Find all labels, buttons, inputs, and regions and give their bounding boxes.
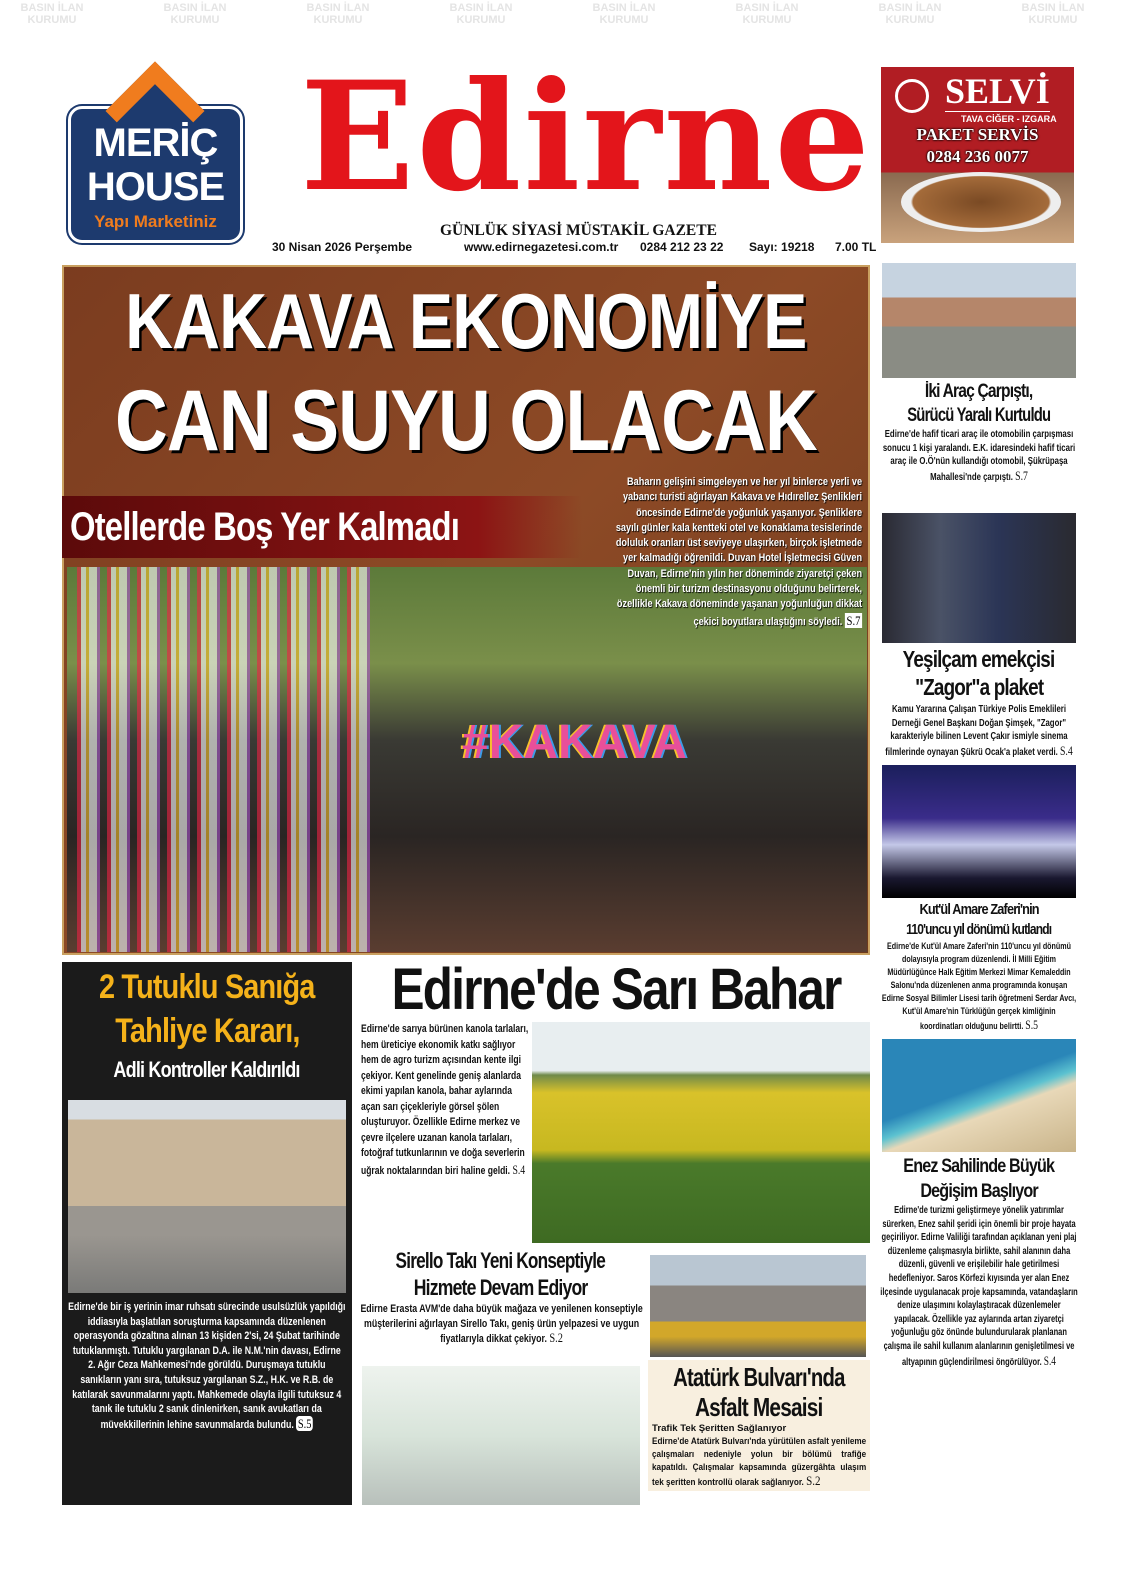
lead-story (62, 265, 870, 955)
masthead-title: Edirne (300, 49, 872, 225)
issue-date: 30 Nisan 2026 Perşembe (272, 240, 413, 254)
masthead-tagline: GÜNLÜK SİYASİ MÜSTAKİL GAZETE (440, 222, 717, 239)
price: 7.00 TL (835, 240, 877, 254)
asphalt-story: Atatürk Bulvarı'nda Asfalt Mesaisi Trafik Tek Şeritten Sağlanıyor Edirne'de Atatürk Bulvarı'nda yürütülen asfalt yenileme çalışmaları nedeniyle yolun bir bölümü trafiğe kapatıldı. Çalışmalar kapsamında güzergâhta ulaşım tek şeritten kontrollü olarak sağlanıyor. S.2 (648, 1360, 870, 1491)
plate-icon (895, 79, 929, 113)
canola-headline: Edirne'de Sarı Bahar (391, 957, 841, 1022)
canola-field-photo (532, 1022, 870, 1243)
phone: 0284 212 23 22 (640, 240, 724, 254)
canola-body: Edirne'de sarıya bürünen kanola tarlaları, hem üreticiye ekonomik katkı sağlıyor hem de agro turizm açısından kente ilgi çekiyor. Kent genelinde geniş alanlarda ekimi yapılan kanola, bahar aylarında açan sarı çiçekleriyle görsel şölen oluşturuyor. Özellikle Edirne merkez ve çevre ilçelere uzanan kanola tarlaları, fotoğraf tutkunlarının ve doğa severlerin uğrak noktalarından biri haline geldi. S.4 (361, 1023, 529, 1177)
side-3-title: Kut'ül Amare Zaferi'nin 110'uncu yıl dönümü kutlandı (906, 901, 1052, 938)
asphalt-body: Edirne'de Atatürk Bulvarı'nda yürütülen asfalt yenileme çalışmaları nedeniyle yolun bir bölümü trafiğe kapatıldı. Çalışmalar kapsamında güzergâhta ulaşım tek şeritten kontrollü olarak sağlanıyor. S.2 (652, 1436, 867, 1488)
lead-headline-2: CAN SUYU OLACAK (114, 373, 818, 469)
page-ref[interactable]: S.5 (297, 1415, 312, 1431)
food-photo (901, 172, 1061, 232)
side-4-title: Enez Sahilinde Büyük Değişim Başlıyor (903, 1156, 1055, 1202)
commemoration-stage-photo (882, 765, 1076, 898)
plaque-ceremony-photo (882, 513, 1076, 643)
page-ref[interactable]: S.7 (1015, 467, 1028, 483)
page-ref[interactable]: S.2 (549, 1330, 563, 1345)
page-ref[interactable]: S.4 (1043, 1352, 1056, 1368)
side-2-title: Yeşilçam emekçisi "Zagor"a plaket (903, 646, 1055, 700)
courthouse-photo (68, 1100, 346, 1293)
website-link[interactable]: www.edirnegazetesi.com.tr (464, 240, 619, 254)
court-story: 2 Tutuklu Sanığa Tahliye Kararı, Adli Kontroller Kaldırıldı Edirne'de bir iş yerinin imar ruhsatı sürecinde usulsüzlük yapıldığı iddiasıyla başlatılan soruşturma kapsamında düzenlenen operasyonda gözaltına alınan 13 kişiden 2'si, 24 Şubat tarihinde tutuklanmıştı. Tutuklu yargılanan D.A. ile N.M.'nin davası, Edirne 2. Ağır Ceza Mahkemesi'nde görüldü. Duruşmaya tutuklu sanıkların yanı sıra, tutuksuz yargılanan S.Z., H.K. ve R.B. de katılarak savunmalarını yaptı. Mahkemede olayla ilgili tutuksuz 4 tanık ile tutuklu 2 sanık dinlenirken, sanık avukatları da müvekkillerinin lehine savunmalarda bulundu. S.5 (62, 962, 352, 1505)
masthead-info (272, 240, 880, 254)
side-1-title: İki Araç Çarpıştı, Sürücü Yaralı Kurtuldu (907, 381, 1051, 426)
page-ref[interactable]: S.2 (806, 1473, 821, 1488)
lead-body: Baharın gelişini simgeleyen ve her yıl binlerce yerli ve yabancı turisti ağırlayan Kakava ve Hıdırellez Şenlikleri öncesinde Edirne'de yoğunluk yaşanıyor. Şenliklere sayılı günler kala kentteki otel ve konaklama tesislerinde doluluk oranları üst seviyeye ulaşırken, birçok işletmede yer kalmadığı öğrenildi. Duvan Hotel İşletmecisi Güven Duvan, Edirne'nin yılın her döneminde ziyaretçi çeken önemli bir turizm destinasyonu olduğunu belirterek, özellikle Kakava döneminde yaşanan yoğunluğun dikkat çekici boyutlara ulaştığını söyledi. S.7 (615, 476, 863, 628)
jewelry-store-photo (362, 1366, 640, 1505)
lead-headline-1: KAKAVA EKONOMİYE (125, 277, 807, 365)
road-works-photo (650, 1255, 866, 1357)
side-4-body: Edirne'de turizmi geliştirmeye yönelik yatırımlar sürerken, Enez sahil şeridi için önemli bir proje hayata geçiriliyor. Edirne Valiliği tarafından açıklanan yeni plaj düzenleme çalışmasıyla birlikte, sahil alanının daha düzenli, güvenli ve erişilebilir hale getirilmesi hedefleniyor. Saros Körfezi kıyısında yer alan Enez ilçesinde uygulanacak proje kapsamında, vatandaşların denize ulaşımını kolaylaştıracak düzenlemeler yapılacak. Özellikle yaz aylarında artan ziyaretçi yoğunluğu göz önünde bulundurularak planlanan çalışma ile sahil kullanım alanlarının genişletilmesi ve altyapının güçlendirilmesi öngörülüyor. S.4 (880, 1205, 1078, 1368)
issue-number: Sayı: 19218 (749, 240, 815, 254)
car-crash-photo (882, 263, 1076, 378)
enez-beach-photo (882, 1039, 1076, 1152)
meric-house-logo[interactable]: MERİÇ HOUSE Yapı Marketiniz (68, 66, 243, 243)
lead-subhead: Otellerde Boş Yer Kalmadı (62, 496, 582, 558)
sirello-body: Edirne Erasta AVM'de daha büyük mağaza ve yenilenen konseptiyle müşterilerini ağırlayan Sirello Takı, geniş ürün yelpazesi ve uygun fiyatlarıyla dikkat çekiyor. S.2 (360, 1303, 643, 1345)
kakava-festival-photo: #KAKAVA (67, 567, 867, 952)
page-ref[interactable]: S.5 (1025, 1017, 1039, 1032)
page-ref[interactable]: S.7 (846, 612, 861, 628)
sirello-headline: Sirello Takı Yeni Konseptiyle Hizmete Devam Ediyor (395, 1248, 606, 1300)
page-ref[interactable]: S.4 (512, 1161, 526, 1177)
page-ref[interactable]: S.4 (1059, 742, 1073, 758)
side-2-body: Kamu Yararına Çalışan Türkiye Polis Emeklileri Derneği Genel Başkanı Doğan Şimşek, "Zagor" karakteriyle bilinen Levent Çakır ismiyle sinema filmlerinde oynayan Şükrü Ocak'a plaket verdi. S.4 (885, 704, 1073, 758)
side-3-body: Edirne'de Kut'ül Amare Zaferi'nin 110'uncu yıl dönümü dolayısıyla program düzenlendi. İl Milli Eğitim Müdürlüğünce Halk Eğitim Merkezi Mimar Kemaleddin Salonu'nda düzenlenen anma programında konuşan Edirne Sosyal Bilimler Lisesi tarih öğretmeni Serdar Avcı, Kut'ül Amare'nin Türklüğün gerçek kimliğinin koordinatları olduğunu belirtti. S.5 (881, 941, 1077, 1032)
court-body: Edirne'de bir iş yerinin imar ruhsatı sürecinde usulsüzlük yapıldığı iddiasıyla başlatılan soruşturma kapsamında düzenlenen operasyonda gözaltına alınan 13 kişiden 2'si, 24 Şubat tarihinde tutuklanmıştı. Tutuklu yargılanan D.A. ile N.M.'nin davası, Edirne 2. Ağır Ceza Mahkemesi'nde görüldü. Duruşmaya tutuklu sanıkların yanı sıra, tutuksuz yargılanan S.Z., H.K. ve R.B. de katılarak savunmalarını yaptı. Mahkemede olayla ilgili tutuksuz 4 tanık ile tutuklu 2 sanık dinlenirken, sanık avukatları da müvekkillerinin lehine savunmalarda bulundu. S.5 (68, 1301, 346, 1431)
selvi-ad[interactable]: SELVİ TAVA CİĞER - IZGARA PAKET SERVİS 0284 236 0077 (881, 67, 1074, 243)
right-column (880, 263, 1078, 1369)
side-1-body: Edirne'de hafif ticari araç ile otomobilin çarpışması sonucu 1 kişi yaralandı. E.K. idaresindeki hafif ticari araç ile O.Ö'nün kullandığı otomobil, Şükrüpaşa Mahallesi'nde çarpıştı. S.7 (882, 429, 1076, 483)
